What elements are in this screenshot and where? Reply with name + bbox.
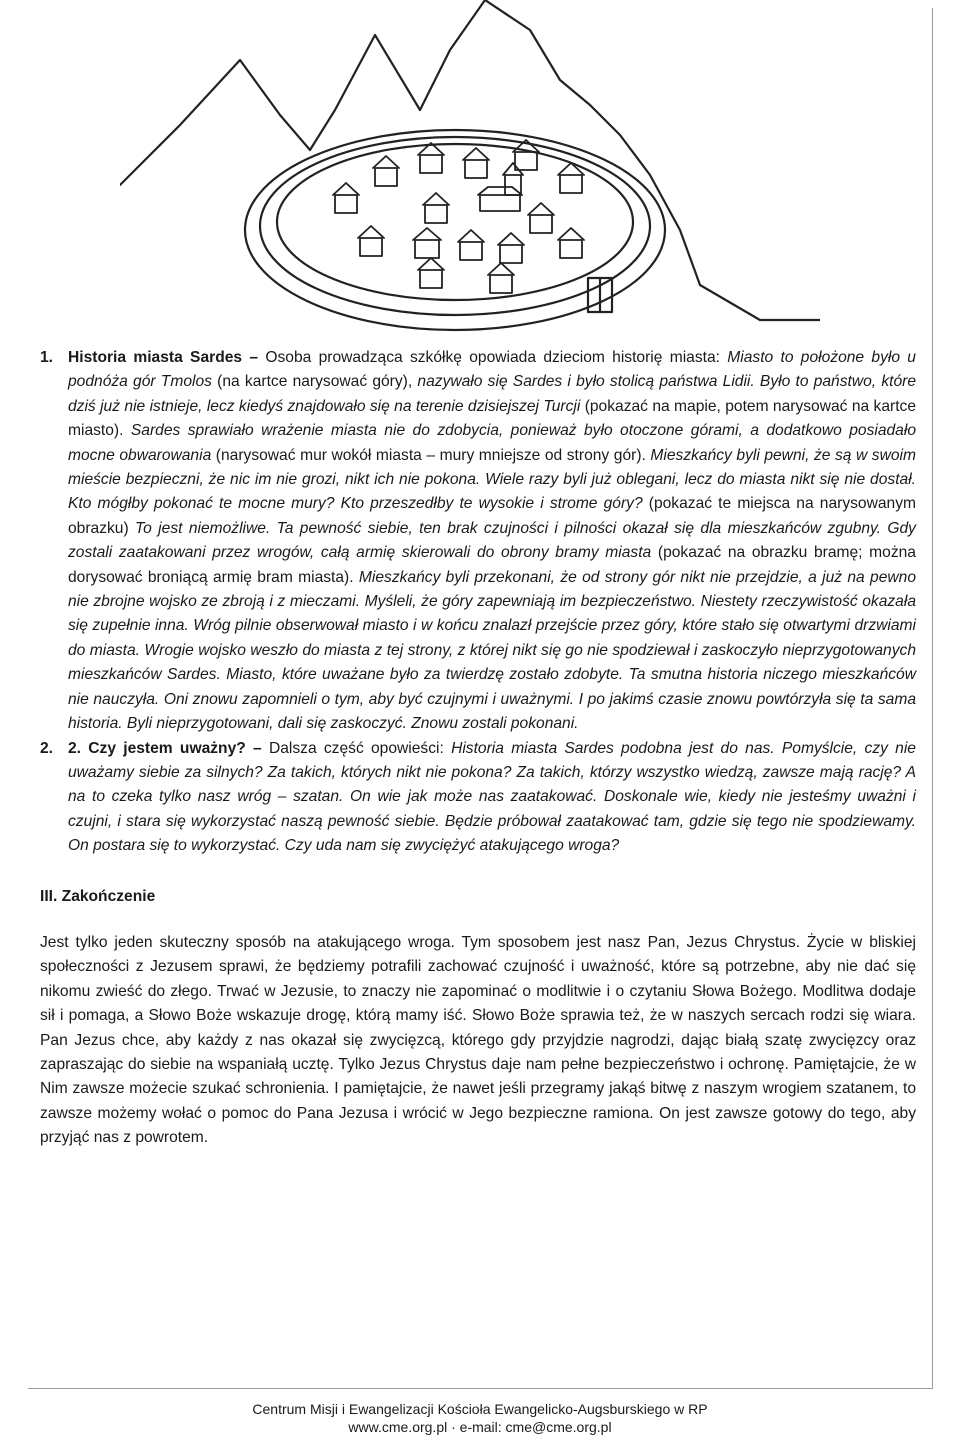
italic-text: Historia miasta Sardes podobna jest do nas. Pomyślcie, czy nie uważamy siebie za silnych? Za takich, których nikt nie pokona? Za takich, którzy wszystko wiedzą, zawsze mają rację? A na to czeka tylko nasz wróg – szatan. On wie jak może nas zaatakować. Doskonale wie, kiedy nie jesteśmy uważni i czujni, i stara się wykorzystać naszą pewność siebie. Będzie próbował zaatakować tam, gdzie się tego nie spodziewamy. On postara się to wykorzystać. Czy uda nam się zwyciężyć atakującego wroga? [68,739,916,855]
page-footer [0,1400,960,1436]
plain-text: Dalsza część opowieści: [261,739,452,757]
section-heading: III. Zakończenie [40,887,156,905]
plain-text: (pokazać na obrazku bramę; można dorysować broniącą armię bram miasta). [68,544,916,586]
walled-city-drawing [120,0,820,340]
italic-text: nazywało się Sardes i było stolicą państwa Lidii. Było to państwo, które dziś już nie istnieje, lecz kiedyś znajdowało się na terenie dzisiejszej Turcji [68,373,917,415]
italic-text: Mieszkańcy byli pewni, że są w swoim mieście bezpieczni, że nic im nie grozi, nikt ich nie pokona. Wiele razy byli już oblegani, lecz do miasta nikt się nie dostał. Kto mógłby pokonać te mocne mury? Kto przeszedłby te wysokie i strome góry? [68,446,916,513]
story-item-2 [40,737,916,859]
italic-text: To jest niemożliwe. Ta pewność siebie, ten brak czujności i pilności okazał się dla mieszkańców zgubny. Gdy zostali zaatakowani przez wrogów, całą armię skierowali do obrony bramy miasta [68,519,916,562]
plain-text: Osoba prowadząca szkółkę opowiada dzieciom historię miasta: [258,349,728,366]
middle-wall [260,137,650,315]
item-body [68,349,916,732]
italic-text: Mieszkańcy byli przekonani, że od strony gór nikt nie przejdzie, a już na pewno nie zbrojne wojsko ze zbroją i z mieczami. Myśleli, że góry zapewniają im bezpieczeństwo. Niestety rzeczywistość okazała się zupełnie inna. Wróg pilnie obserwował miasto i w końcu znalazł przejście przez góry, które stało się otwartymi drzwiami do miasta. Wrogie wojsko weszło do miasta z tej strony, z której nikt się go nie spodziewał i zaskoczyło nieprzygotowanych mieszkańców Sardes. Miasto, które uważane było za twierdzę zostało zdobyte. Ta smutna historia niczego mieszkańców nie nauczyła. Oni znowu zapomnieli o tym, aby być czujnymi i uważnymi. I po jakimś czasie znowu powtórzyła się ta sama historia. Byli nieprzygotowani, dali się zaskoczyć. Znowu zostali pokonani. [68,568,916,733]
lesson-content [40,346,916,1151]
item-title: 2. Czy jestem uważny? – [68,739,262,757]
item-number: 1. [40,349,54,366]
italic-text: Miasto to położone było u podnóża gór Tmolos [68,349,916,391]
story-item-1 [40,346,916,737]
plain-text: (narysować mur wokół miasta – mury mniejsze od strony gór). [211,446,651,464]
plain-text: (pokazać na mapie, potem narysować na kartce miasto). [68,397,917,440]
inner-wall [277,144,633,300]
item-number: 2. [40,739,54,757]
plain-text: (na kartce narysować góry), [211,373,418,391]
houses [333,140,584,293]
footer-organization: Centrum Misji i Ewangelizacji Kościoła Ewangelicko-Augsburskiego w RP [252,1401,708,1417]
item-title: Historia miasta Sardes – [68,349,259,366]
italic-text: Sardes sprawiało wrażenie miasta nie do zdobycia, ponieważ było otoczone górami, a dodatkowo posiadało mocne obwarowania [68,422,916,464]
closing-paragraph: Jest tylko jeden skuteczny sposób na atakującego wroga. Tym sposobem jest nasz Pan, Jezus Chrystus. Życie w bliskiej społeczności z Jezusem sprawi, że będziemy potrafili zachować czujność i uważność, które są potrzebne, aby nie dać się nikomu zwieść do złego. Trwać w Jezusie, to znaczy nie zapominać o modlitwie i o czytaniu Słowa Bożego. Modlitwa dodaje sił i pomaga, a Słowo Boże wskazuje drogę, którą mamy iść. Słowo Boże sprawia też, że w naszych sercach rodzi się wiara. Pan Jezus chce, aby każdy z nas okazał się zwycięzcą, którego gdy przyjdzie nagrodzi, dając białą szatę zwycięzcy oraz zapraszając do siebie na wspaniałą ucztę. Tylko Jezus Chrystus daje nam pełne bezpieczeństwo i ochronę. Pamiętajcie, że w Nim zawsze możecie szukać schronienia. I pamiętajcie, że nawet jeśli przegramy jakąś bitwę z naszym wrogiem szatanem, to zawsze możemy wołać o pomoc do Pana Jezusa i wrócić w Jego bezpieczne ramiona. On jest zawsze gotowy do tego, aby przyjąć nas z powrotem. [40,933,916,1147]
footer-contact: www.cme.org.pl · e-mail: cme@cme.org.pl [348,1419,612,1435]
plain-text: (pokazać te miejsca na narysowanym obrazku) [68,495,916,537]
